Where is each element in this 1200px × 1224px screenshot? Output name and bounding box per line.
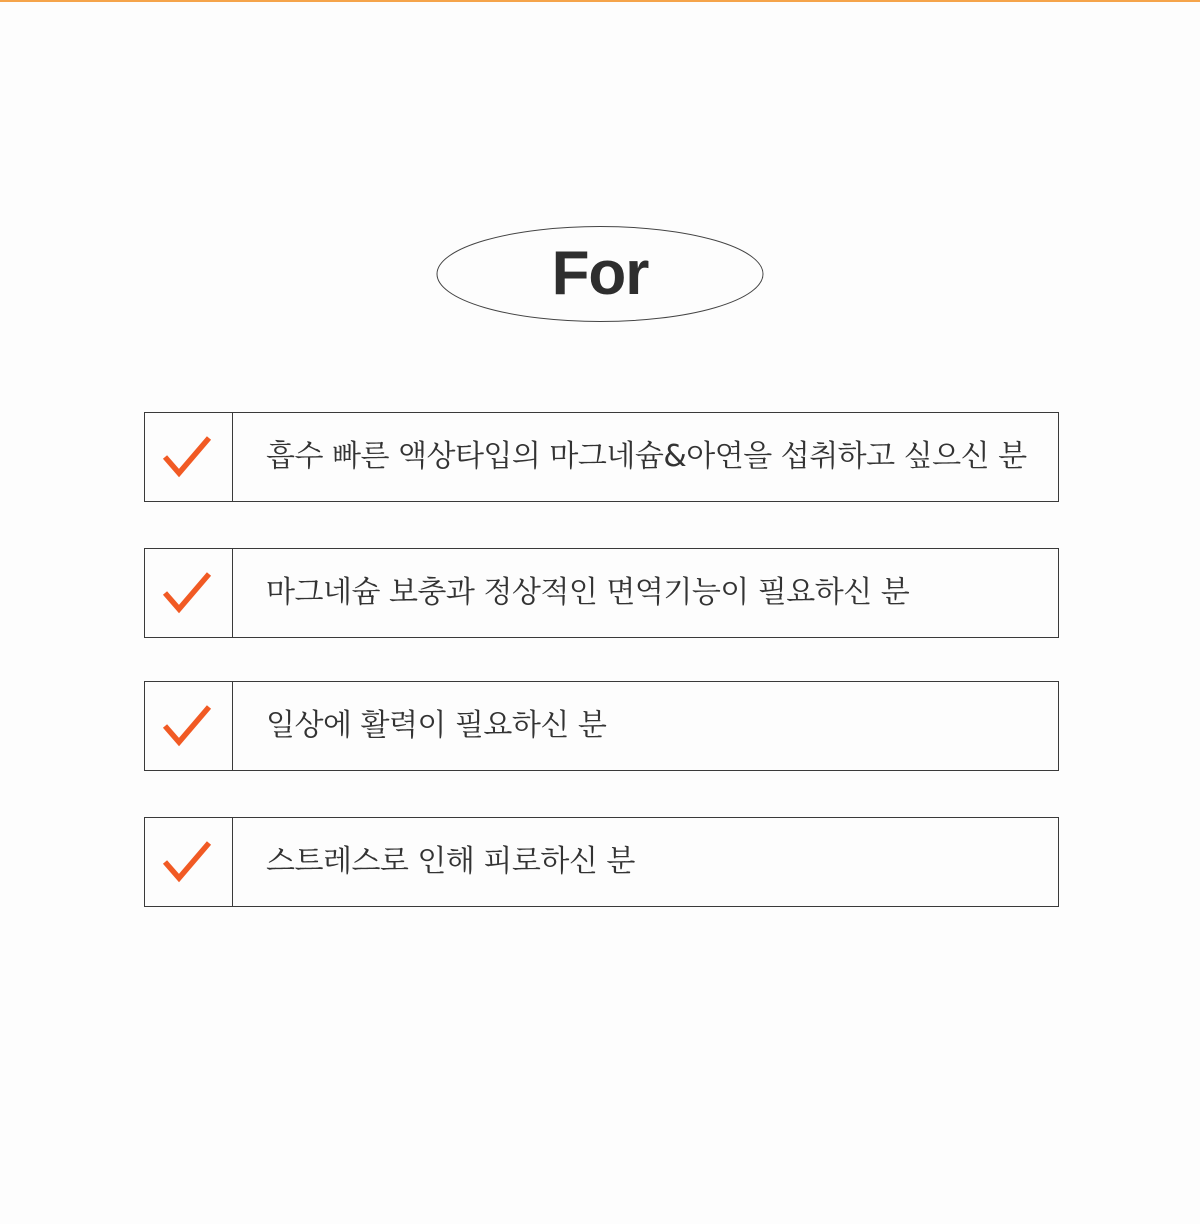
list-item-label: 흡수 빠른 액상타입의 마그네슘&아연을 섭취하고 싶으신 분 — [266, 439, 1027, 474]
list-item — [144, 548, 1059, 638]
check-cell — [145, 413, 233, 501]
title-badge — [436, 225, 764, 323]
list-item — [144, 817, 1059, 907]
check-cell — [145, 818, 233, 906]
page-title: For — [551, 239, 649, 308]
checkmark-icon — [162, 571, 212, 615]
list-item — [144, 681, 1059, 771]
checkmark-icon — [162, 435, 212, 479]
list-item-label: 마그네슘 보충과 정상적인 면역기능이 필요하신 분 — [266, 575, 910, 610]
checkmark-icon — [162, 704, 212, 748]
top-accent-bar — [0, 0, 1200, 2]
list-item-label: 스트레스로 인해 피로하신 분 — [266, 844, 635, 879]
list-item — [144, 412, 1059, 502]
checkmark-icon — [162, 840, 212, 884]
check-cell — [145, 549, 233, 637]
list-item-label: 일상에 활력이 필요하신 분 — [266, 708, 607, 743]
check-cell — [145, 682, 233, 770]
